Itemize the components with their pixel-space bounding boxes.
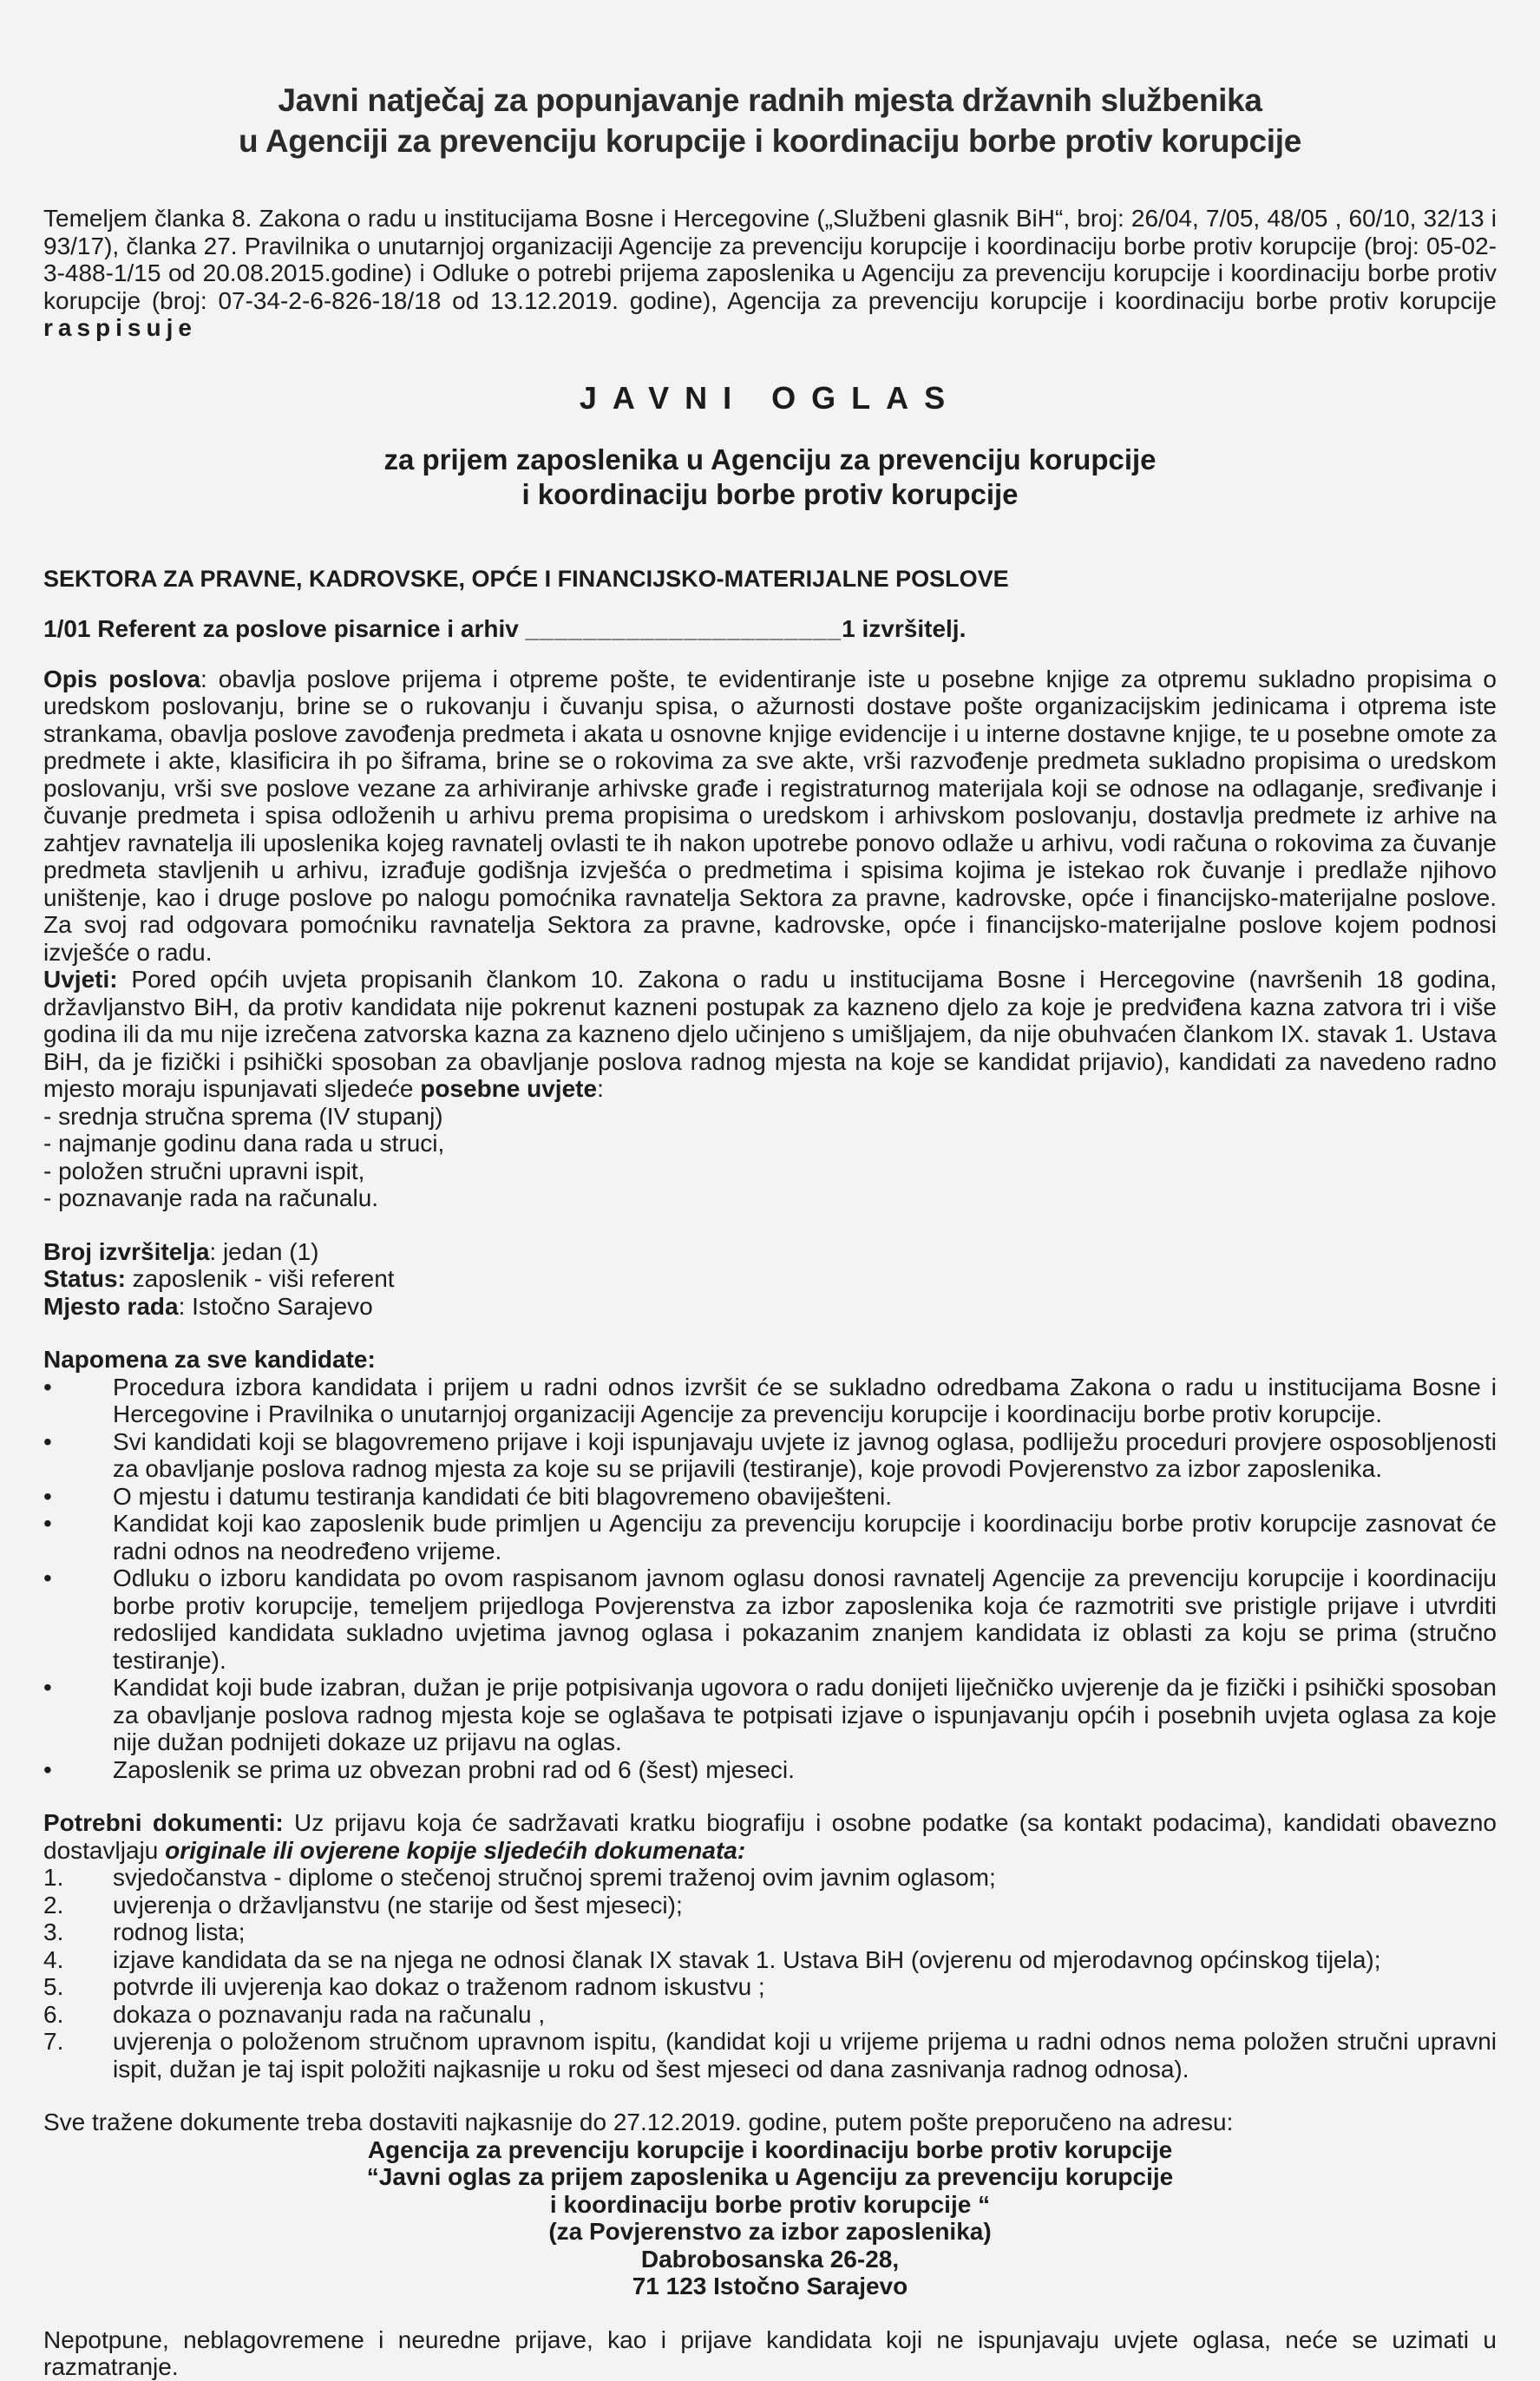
address-line: “Javni oglas za prijem zaposlenika u Agenciju za prevenciju korupcije [366, 2163, 1174, 2190]
position-title: 1/01 Referent za poslove pisarnice i arhiv [43, 614, 519, 642]
mjesto-value: : Istočno Sarajevo [178, 1292, 373, 1320]
document-title [43, 80, 1497, 161]
position-count: 1 izvršitelj. [842, 614, 967, 642]
dokument-item [43, 1919, 1497, 1946]
napomena-list [43, 1374, 1497, 1784]
dokument-text: uvjerenja o položenom stručnom upravnom ispitu, (kandidat koji u vrijeme prijema u radni odnos nema položen stručni upravni ispit, dužan je taj ispit položiti najkasnije u roku od šest mjeseci od dana zasnivanja radnog odnosa). [113, 2028, 1497, 2083]
napomena-item: • Svi kandidati koji se blagovremeno prijave i koji ispunjavaju uvjete iz javnog oglasa, podliježu proceduri provjere osposobljenosti za obavljanje poslova radnog mjesta za koje su se prijavili (testiranje), koje provodi Povjerenstvo za izbor zaposlenika. [43, 1428, 1497, 1483]
sector-heading: SEKTORA ZA PRAVNE, KADROVSKE, OPĆE I FINANCIJSKO-MATERIJALNE POSLOVE [43, 565, 1009, 592]
uvjeti-text: Pored općih uvjeta propisanih člankom 10. Zakona o radu u institucijama Bosne i Hercegovine (navršenih 18 godina, državljanstvo BiH, da protiv kandidata nije pokrenut kazneni postupak za kazneno djelo za koje je predviđena kazna zatvora tri i više godina ili da mu nije izrečena zatvorska kazna za kazneno djelo učinjeno s umišljajem, da nije obuhvaćen člankom IX. stavak 1. Ustava BiH, da je fizički i psihički sposoban za obavljanje poslova radnog mjesta na koje se kandidat prijavio), kandidati za navedeno radno mjesto moraju ispunjavati sljedeće [43, 966, 1497, 1102]
position-heading [43, 615, 1497, 643]
dokument-item [43, 2001, 1497, 2029]
dostava-text: Sve tražene dokumente treba dostaviti najkasnije do 27.12.2019. godine, putem pošte preporučeno na adresu: [43, 2109, 1234, 2135]
napomena-item: • Kandidat koji bude izabran, dužan je prije potpisivanja ugovora o radu donijeti liječničko uvjerenje da je fizički i psihički sposoban za obavljanje poslova radnog mjesta koje se oglašava te potpisati izjave o ispunjavanju općih i posebnih uvjeta oglasa za koje nije dužan podnijeti dokaze uz prijavu na oglas. [43, 1674, 1497, 1756]
address-line: i koordinaciju borbe protiv korupcije “ [549, 2190, 991, 2218]
position-line: ______________________ [525, 614, 842, 642]
title-line-2: u Agenciji za prevenciju korupcije i koordinaciju borbe protiv korupcije [238, 123, 1302, 159]
opis-label: Opis poslova [43, 665, 201, 692]
address-line: (za Povjerenstvo za izbor zaposlenika) [548, 2218, 992, 2245]
napomena-item: • Procedura izbora kandidata i prijem u radni odnos izvršit će se sukladno odredbama Zakona o radu u institucijama Bosne i Hercegovine i Pravilnika o unutarnjoj organizaciji Agencije za prevenciju korupcije i koordinaciju borbe protiv korupcije. [43, 1374, 1497, 1428]
intro-emphasis: raspisuje [43, 314, 197, 341]
napomena-item: • O mjestu i datumu testiranja kandidati će biti blagovremeno obaviješteni. [43, 1483, 1497, 1511]
broj-izvrsitelja [43, 1238, 1497, 1266]
subtitle [43, 443, 1497, 512]
intro-paragraph [43, 205, 1497, 342]
dokument-text: izjave kandidata da se na njega ne odnosi članak IX stavak 1. Ustava BiH (ovjerenu od mjerodavnog općinskog tijela); [113, 1945, 1381, 1973]
uvjeti-end: : [597, 1075, 604, 1102]
status [43, 1265, 1497, 1293]
dokument-item [43, 1973, 1497, 2001]
address-line: 71 123 Istočno Sarajevo [632, 2273, 908, 2299]
status-label: Status: [43, 1265, 126, 1292]
subtitle-line-2: i koordinaciju borbe protiv korupcije [521, 477, 1019, 510]
napomena-item: • Zaposlenik se prima uz obvezan probni rad od 6 (šest) mjeseci. [43, 1756, 1497, 1784]
dokument-text: uvjerenja o državljanstvu (ne starije od šest mjeseci); [113, 1891, 683, 1919]
dokument-number: 1. [43, 1864, 64, 1891]
dokument-number: 4. [43, 1945, 64, 1973]
dokument-number: 5. [43, 1973, 64, 2000]
dokument-number: 3. [43, 1919, 64, 1945]
uvjeti-item: - poznavanje rada na računalu. [43, 1184, 379, 1211]
dokument-item [43, 2028, 1497, 2083]
napomena-item: • Odluku o izboru kandidata po ovom raspisanom javnom oglasu donosi ravnatelj Agencije za prevenciju korupcije i koordinaciju borbe protiv korupcije, temeljem prijedloga Povjerenstva za izbor zaposlenika koja će razmotriti sve pristigle prijave i utvrditi redoslijed kandidata sukladno uvjetima javnog oglasa i pokazanim znanjem kandidata iz oblasti za koju se prima (stručno testiranje). [43, 1564, 1497, 1674]
title-line-1: Javni natječaj za popunjavanje radnih mjesta državnih službenika [278, 82, 1262, 118]
intro-text: Temeljem članka 8. Zakona o radu u institucijama Bosne i Hercegovine („Službeni glasnik BiH“, broj: 26/04, 7/05, 48/05 , 60/10, 32/13 i 93/17), članka 27. Pravilnika o unutarnjoj organizaciji Agencije za prevenciju korupcije i koordinaciju borbe protiv korupcije (broj: 05-02-3-488-1/15 od 20.08.2015.godine) i Odluke o potrebi prijema zaposlenika u Agenciju za prevenciju korupcije i koordinaciju borbe protiv korupcije (broj: 07-34-2-6-826-18/18 od 13.12.2019. godine), Agencija za prevenciju korupcije i koordinaciju borbe protiv korupcije [43, 205, 1497, 314]
dokumenti-list [43, 1864, 1497, 2083]
address-line: Agencija za prevenciju korupcije i koordinaciju borbe protiv korupcije [367, 2135, 1173, 2163]
uvjeti-label: Uvjeti: [43, 966, 118, 993]
uvjeti-emphasis: posebne uvjete [420, 1075, 598, 1102]
mjesto-rada [43, 1293, 1497, 1321]
napomena-label: Napomena za sve kandidate: [43, 1346, 376, 1373]
dokumenti-label: Potrebni dokumenti: [43, 1809, 284, 1836]
delivery-address [43, 2136, 1497, 2300]
dokument-text: rodnog lista; [113, 1919, 246, 1945]
address-line: Dabrobosanska 26-28, [640, 2245, 900, 2273]
uvjeti-paragraph [43, 966, 1497, 1103]
dokumenti-text: Uz prijavu koja će sadržavati kratku biografiju i osobne podatke (sa kontakt podacima), kandidati obavezno dostavljaju [43, 1809, 1497, 1864]
mjesto-label: Mjesto rada [43, 1292, 179, 1320]
opis-text: : obavlja poslove prijema i otpreme pošte, te evidentiranje iste u posebne knjige za otpremu sukladno propisima o uredskom poslovanju, brine se o rukovanju i čuvanju spisa, o ažurnosti dostave pošte organizacijskim jedinicama i otprema iste strankama, obavlja poslove zavođenja predmeta i akata u osnovne knjige evidencije i u interne dostavne knjige, te u posebne omote za predmete i akte, klasificira ih po šiframa, brine se o rokovima za sve akte, vrši razvođenje predmeta sukladno propisima o uredskom poslovanju, vrši sve poslove vezane za arhiviranje arhivske građe i registraturnog materijala koji se odnose na odlaganje, sređivanje i čuvanje predmeta i spisa odloženih u arhivu prema propisima o uredskom i arhivskom poslovanju, dostavlja predmete iz arhive na zahtjev ravnatelja ili uposlenika kojeg ravnatelj ovlasti te ih nakon upotrebe ponovo odlaže u arhivu, vodi računa o rokovima za čuvanje predmeta stavljenih u arhivu, izrađuje godišnja izvješća o predmetima i spisima kojima je istekao rok čuvanje i predlaže njihovo uništenje, kao i druge poslove po nalogu pomoćnika ravnatelja Sektora za pravne, kadrovske, opće i financijsko-materijalne poslove. Za svoj rad odgovara pomoćniku ravnatelja Sektora za pravne, kadrovske, opće i financijsko-materijalne poslove kojem podnosi izvješće o radu. [43, 665, 1497, 966]
dokument-number: 2. [43, 1891, 64, 1919]
subtitle-line-1: za prijem zaposlenika u Agenciju za prevenciju korupcije [383, 443, 1157, 476]
broj-label: Broj izvršitelja [43, 1237, 210, 1265]
dokument-item [43, 1864, 1497, 1892]
uvjeti-item: - položen stručni upravni ispit, [43, 1157, 365, 1184]
opis-paragraph [43, 666, 1497, 967]
dokument-number: 7. [43, 2028, 64, 2055]
uvjeti-item: - srednja stručna sprema (IV stupanj) [43, 1102, 443, 1130]
status-value: zaposlenik - viši referent [125, 1265, 395, 1292]
dokumenti-paragraph [43, 1809, 1497, 1864]
uvjeti-list [43, 1103, 1497, 1212]
heading-javni-oglas: JAVNI OGLAS [579, 379, 961, 416]
dokument-text: potvrde ili uvjerenja kao dokaz o traženom radnom iskustvu ; [113, 1973, 765, 2000]
dokument-number: 6. [43, 2000, 64, 2028]
dokument-item [43, 1892, 1497, 1919]
closing-paragraph: Nepotpune, neblagovremene i neuredne prijave, kao i prijave kandidata koji ne ispunjavaju uvjete oglasa, neće se uzimati u razmatranje. [43, 2325, 1497, 2380]
uvjeti-item: - najmanje godinu dana rada u struci, [43, 1130, 445, 1157]
napomena-item: • Kandidat koji kao zaposlenik bude primljen u Agenciju za prevenciju korupcije i koordinaciju borbe protiv korupcije zasnovat će radni odnos na neodređeno vrijeme. [43, 1510, 1497, 1564]
broj-value: : jedan (1) [209, 1237, 319, 1265]
dokumenti-emphasis: originale ili ovjerene kopije sljedećih dokumenata: [165, 1836, 746, 1864]
dokument-text: svjedočanstva - diplome o stečenoj stručnoj spremi traženoj ovim javnim oglasom; [113, 1864, 996, 1891]
dokument-item [43, 1946, 1497, 1974]
position-info [43, 1238, 1497, 1321]
dokument-text: dokaza o poznavanju rada na računalu , [113, 2000, 546, 2028]
